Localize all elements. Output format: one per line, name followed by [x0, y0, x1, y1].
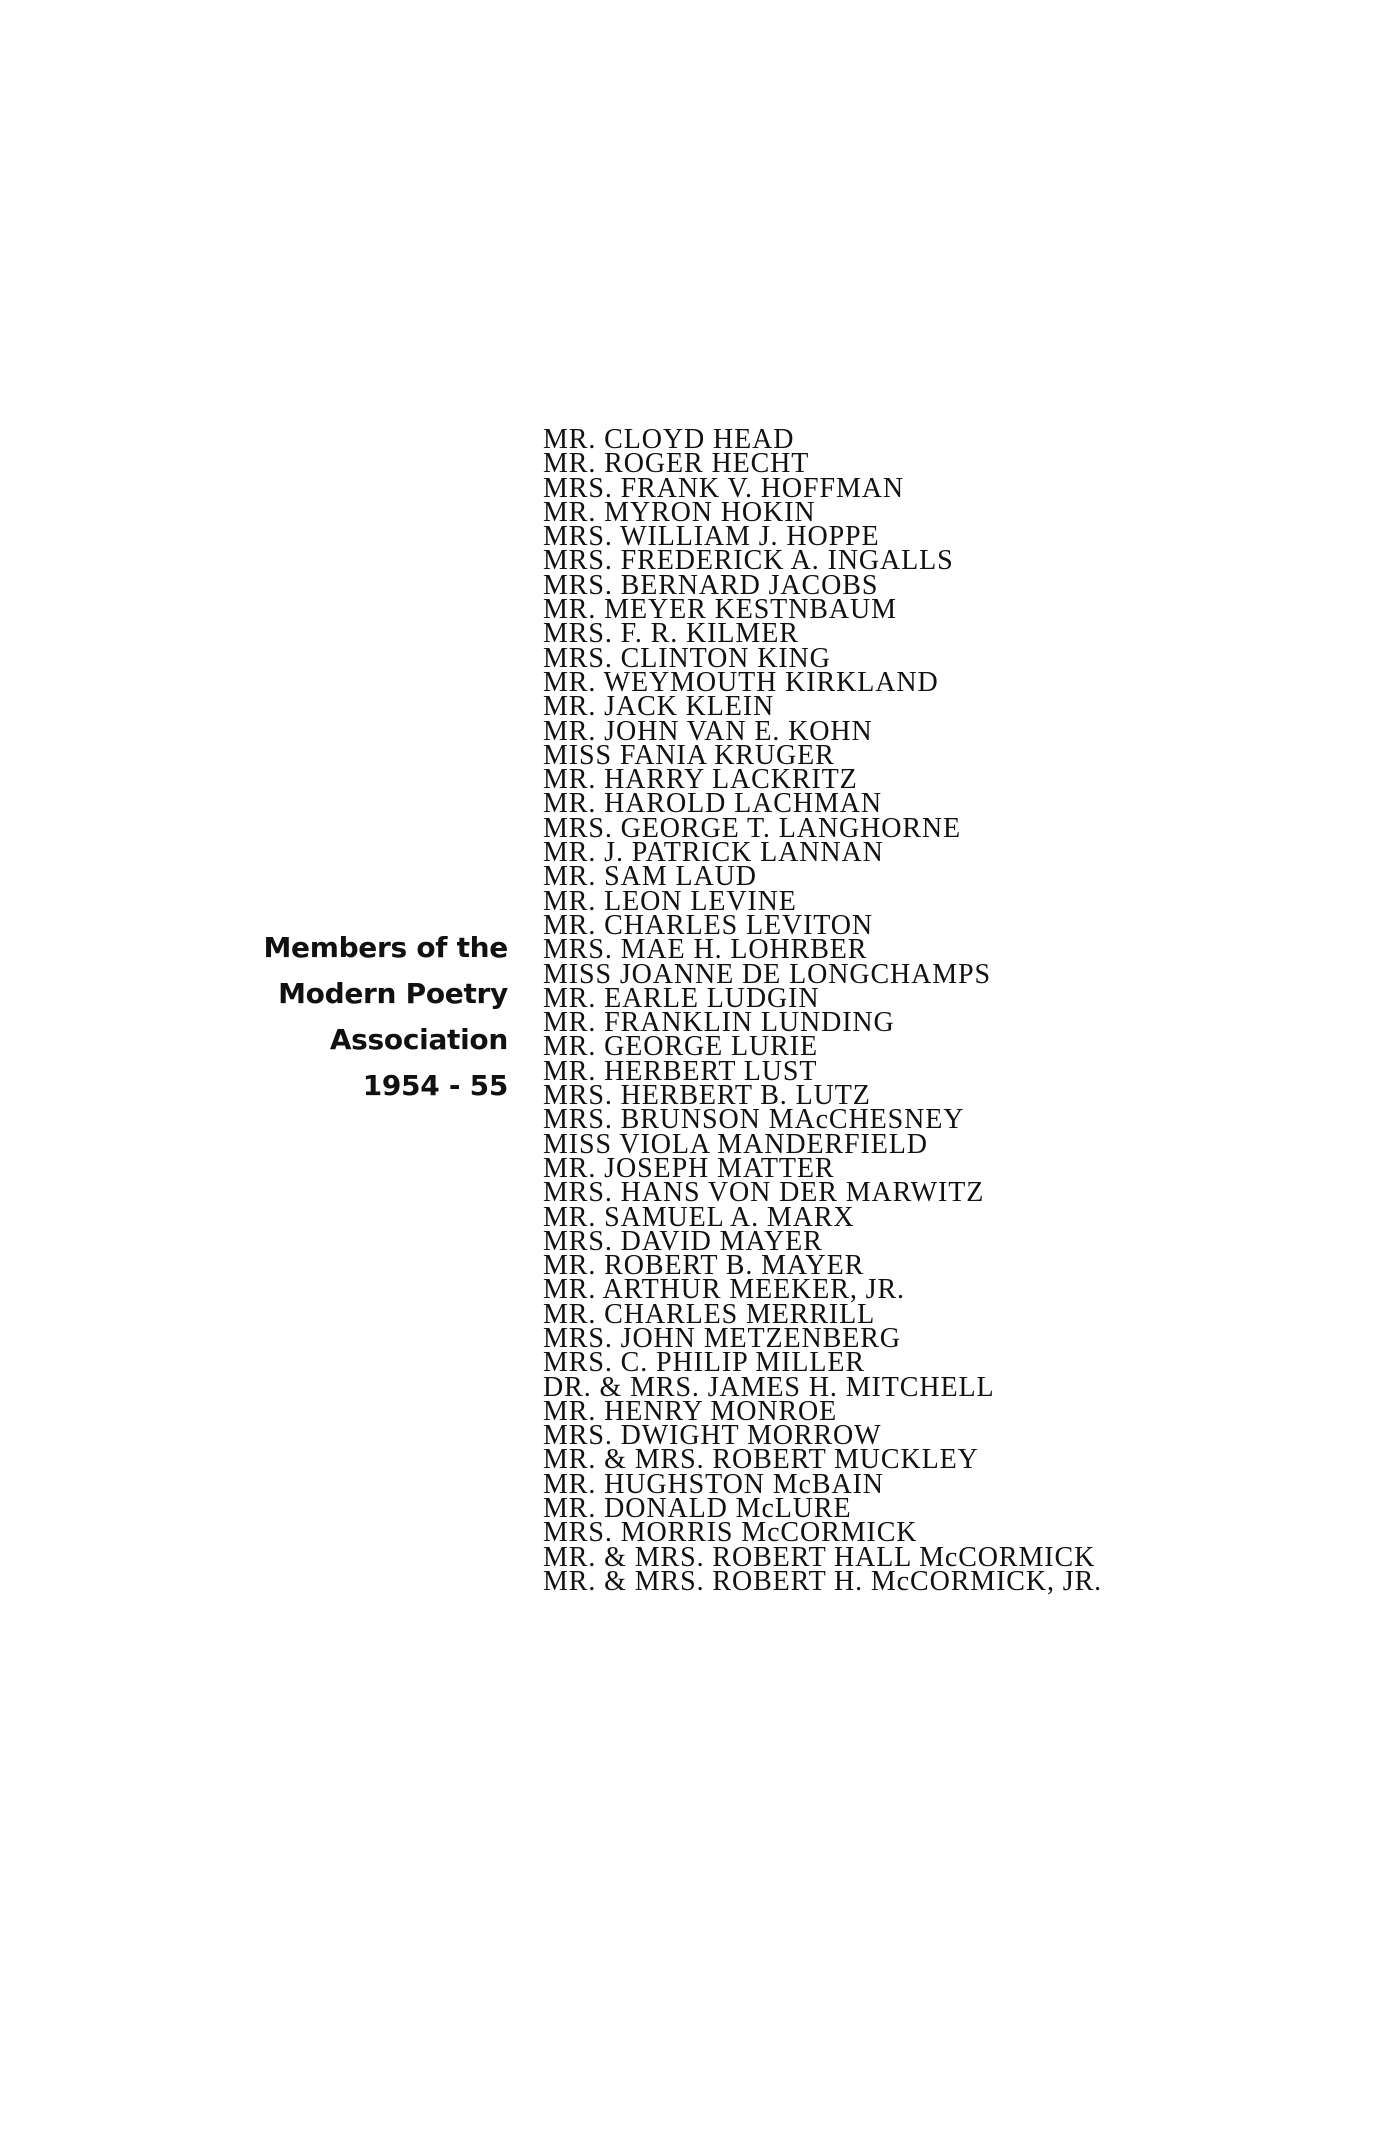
member-list [543, 424, 1103, 1597]
member-name: MRS. MORRIS McCORMICK [543, 1517, 918, 1549]
member-name: MR. MYRON HOKIN [543, 496, 816, 528]
member-name: MISS FANIA KRUGER [543, 739, 835, 771]
heading-line-4: 1954 - 55 [362, 1069, 508, 1102]
member-name: MR. LEON LEVINE [543, 885, 797, 917]
member-name: MR. ROGER HECHT [543, 448, 810, 480]
member-name: MR. HAROLD LACHMAN [543, 788, 882, 820]
member-name: MR. JACK KLEIN [543, 691, 775, 723]
member-name: MR. SAM LAUD [543, 861, 757, 893]
member-name: MR. HENRY MONROE [543, 1395, 838, 1427]
member-name: MRS. C. PHILIP MILLER [543, 1347, 866, 1379]
member-name: MR. HARRY LACKRITZ [543, 764, 858, 796]
member-name: MR. SAMUEL A. MARX [543, 1201, 855, 1233]
member-name: DR. & MRS. JAMES H. MITCHELL [543, 1371, 995, 1403]
member-name: MR. CHARLES MERRILL [543, 1298, 876, 1330]
member-name: MRS. GEORGE T. LANGHORNE [543, 812, 962, 844]
member-name: MR. WEYMOUTH KIRKLAND [543, 666, 939, 698]
member-name: MRS. F. R. KILMER [543, 618, 799, 650]
member-name: MR. ARTHUR MEEKER, JR. [543, 1274, 905, 1306]
member-name: MR. & MRS. ROBERT H. McCORMICK, JR. [543, 1565, 1103, 1597]
member-name: MR. & MRS. ROBERT MUCKLEY [543, 1444, 979, 1476]
member-name: MR. J. PATRICK LANNAN [543, 837, 884, 869]
member-name: MRS. DWIGHT MORROW [543, 1420, 882, 1452]
member-name: MR. JOHN VAN E. KOHN [543, 715, 873, 747]
member-name: MR. HUGHSTON McBAIN [543, 1468, 884, 1500]
member-name: MRS. JOHN METZENBERG [543, 1322, 901, 1354]
member-name: MR. JOSEPH MATTER [543, 1152, 835, 1184]
member-name: MRS. BERNARD JACOBS [543, 569, 879, 601]
section-heading [263, 925, 508, 1109]
member-name: MR. CHARLES LEVITON [543, 909, 874, 941]
member-name: MRS. MAE H. LOHRBER [543, 934, 868, 966]
member-name: MR. ROBERT B. MAYER [543, 1250, 865, 1282]
member-name: MRS. WILLIAM J. HOPPE [543, 521, 880, 553]
member-name: MR. CLOYD HEAD [543, 424, 795, 455]
member-name: MISS JOANNE DE LONGCHAMPS [543, 958, 991, 990]
member-name: MRS. CLINTON KING [543, 642, 831, 674]
member-name: MRS. HERBERT B. LUTZ [543, 1080, 871, 1112]
member-name: MR. & MRS. ROBERT HALL McCORMICK [543, 1541, 1096, 1573]
member-name: MR. EARLE LUDGIN [543, 982, 820, 1014]
member-name: MR. HERBERT LUST [543, 1055, 818, 1087]
member-name: MR. DONALD McLURE [543, 1493, 852, 1525]
heading-line-1: Members of the [263, 931, 508, 964]
heading-line-2: Modern Poetry [278, 977, 508, 1010]
member-name: MRS. DAVID MAYER [543, 1225, 823, 1257]
member-name: MRS. BRUNSON MAcCHESNEY [543, 1104, 965, 1136]
member-name: MISS VIOLA MANDERFIELD [543, 1128, 928, 1160]
member-name: MR. MEYER KESTNBAUM [543, 594, 897, 626]
heading-line-3: Association [329, 1023, 508, 1056]
member-name: MR. FRANKLIN LUNDING [543, 1007, 895, 1039]
member-name: MR. GEORGE LURIE [543, 1031, 818, 1063]
member-name: MRS. FRANK V. HOFFMAN [543, 472, 904, 504]
member-name: MRS. HANS VON DER MARWITZ [543, 1177, 985, 1209]
member-name: MRS. FREDERICK A. INGALLS [543, 545, 954, 577]
